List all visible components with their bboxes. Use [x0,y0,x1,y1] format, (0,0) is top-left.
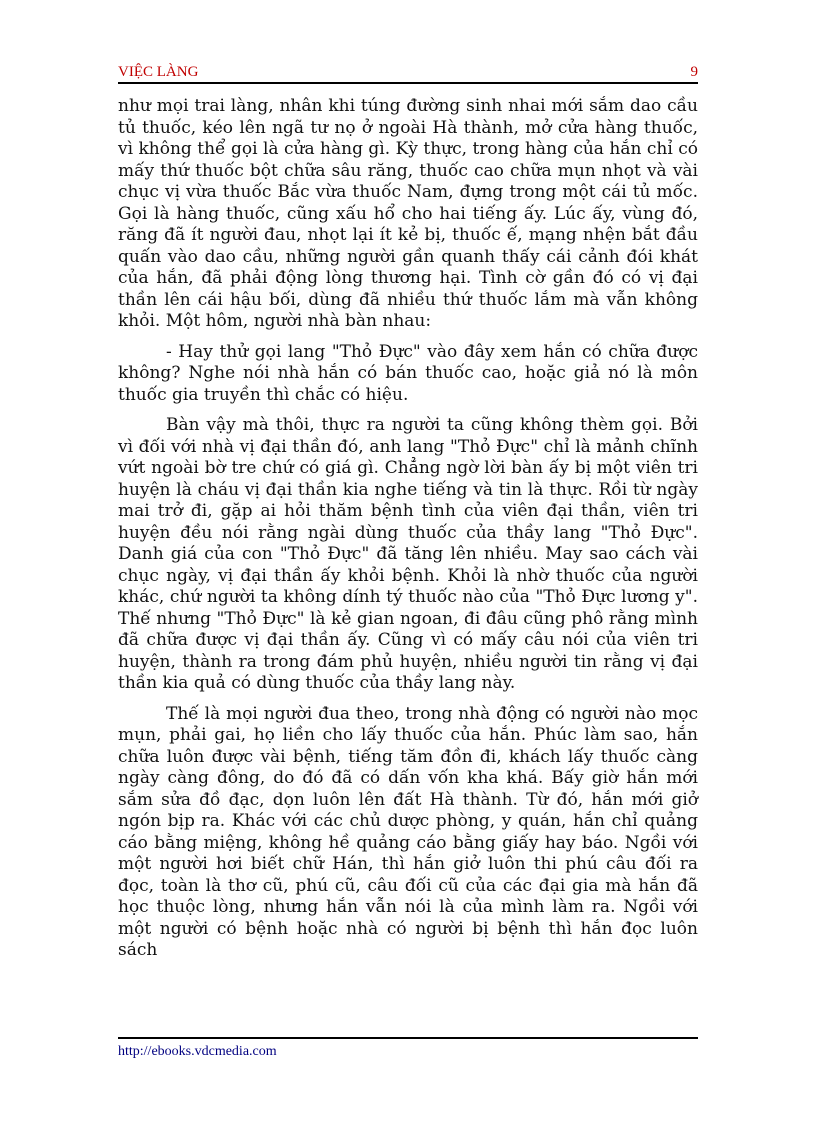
paragraph: Bàn vậy mà thôi, thực ra người ta cũng không thèm gọi. Bởi vì đối với nhà vị đại thần đó, anh lang "Thỏ Đực" chỉ là mảnh chĩnh vứt ngoài bờ tre chứ có giá gì. Chẳng ngờ lời bàn ấy bị một viên tri huyện là cháu vị đại thần kia nghe tiếng và tin là thực. Rồi từ ngày mai trở đi, gặp ai hỏi thăm bệnh tình của viên đại thần, viên tri huyện đều nói rằng ngài dùng thuốc của thầy lang "Thỏ Đực". Danh giá của con "Thỏ Đực" đã tăng lên nhiều. May sao cách vài chục ngày, vị đại thần ấy khỏi bệnh. Khỏi là nhờ thuốc của người khác, chứ người ta không dính tý thuốc nào của "Thỏ Đực lương y". Thế nhưng "Thỏ Đực" là kẻ gian ngoan, đi đâu cũng phô rằng mình đã chữa được vị đại thần ấy. Cũng vì có mấy câu nói của viên tri huyện, thành ra trong đám phủ huyện, nhiều người tin rằng vị đại thần kia quả có dùng thuốc của thầy lang này. [118,415,698,693]
header-divider [118,82,698,84]
footer-divider [118,1037,698,1039]
running-title: VIỆC LÀNG [118,64,199,80]
paragraph-continued: như mọi trai làng, nhân khi túng đường sinh nhai mới sắm dao cầu tủ thuốc, kéo lên ngã tư nọ ở ngoài Hà thành, mở cửa hàng thuốc, vì không thể gọi là cửa hàng gì. Kỳ thực, trong hàng của hắn chỉ có mấy thứ thuốc bột chữa sâu răng, thuốc cao chữa mụn nhọt và vài chục vị vừa thuốc Bắc vừa thuốc Nam, đựng trong một cái tủ mốc. Gọi là hàng thuốc, cũng xấu hổ cho hai tiếng ấy. Lúc ấy, vùng đó, răng đã ít người đau, nhọt lại ít kẻ bị, thuốc ế, mạng nhện bắt đầu quấn vào dao cầu, những người gần quanh thấy cái cảnh đói khát của hắn, đã phải động lòng thương hại. Tình cờ gần đó có vị đại thần lên cái hậu bối, dùng đã nhiều thứ thuốc lắm mà vẫn không khỏi. Một hôm, người nhà bàn nhau: [118,96,698,331]
footer-link[interactable]: http://ebooks.vdcmedia.com [118,1044,277,1059]
page-header [118,64,698,80]
page-number: 9 [690,64,698,80]
body-text [118,96,698,971]
paragraph: Thế là mọi người đua theo, trong nhà động có người nào mọc mụn, phải gai, họ liền cho lấy thuốc của hắn. Phúc làm sao, hắn chữa luôn được vài bệnh, tiếng tăm đồn đi, khách lấy thuốc càng ngày càng đông, do đó đã có dấn vốn kha khá. Bấy giờ hắn mới sắm sửa đồ đạc, dọn luôn lên đất Hà thành. Từ đó, hắn mới giở ngón bịp ra. Khác với các chủ dược phòng, y quán, hắn chỉ quảng cáo bằng miệng, không hề quảng cáo bằng giấy hay báo. Ngồi với một người hơi biết chữ Hán, thì hắn giở luôn thi phú câu đối ra đọc, toàn là thơ cũ, phú cũ, câu đối cũ của các đại gia mà hắn đã học thuộc lòng, nhưng hắn vẫn nói là của mình làm ra. Ngồi với một người có bệnh hoặc nhà có người bị bệnh thì hắn đọc luôn sách [118,703,698,960]
paragraph-dialogue: - Hay thử gọi lang "Thỏ Đực" vào đây xem hắn có chữa được không? Nghe nói nhà hắn có bán thuốc cao, hoặc giả nó là môn thuốc gia truyền thì chắc có hiệu. [118,341,698,405]
